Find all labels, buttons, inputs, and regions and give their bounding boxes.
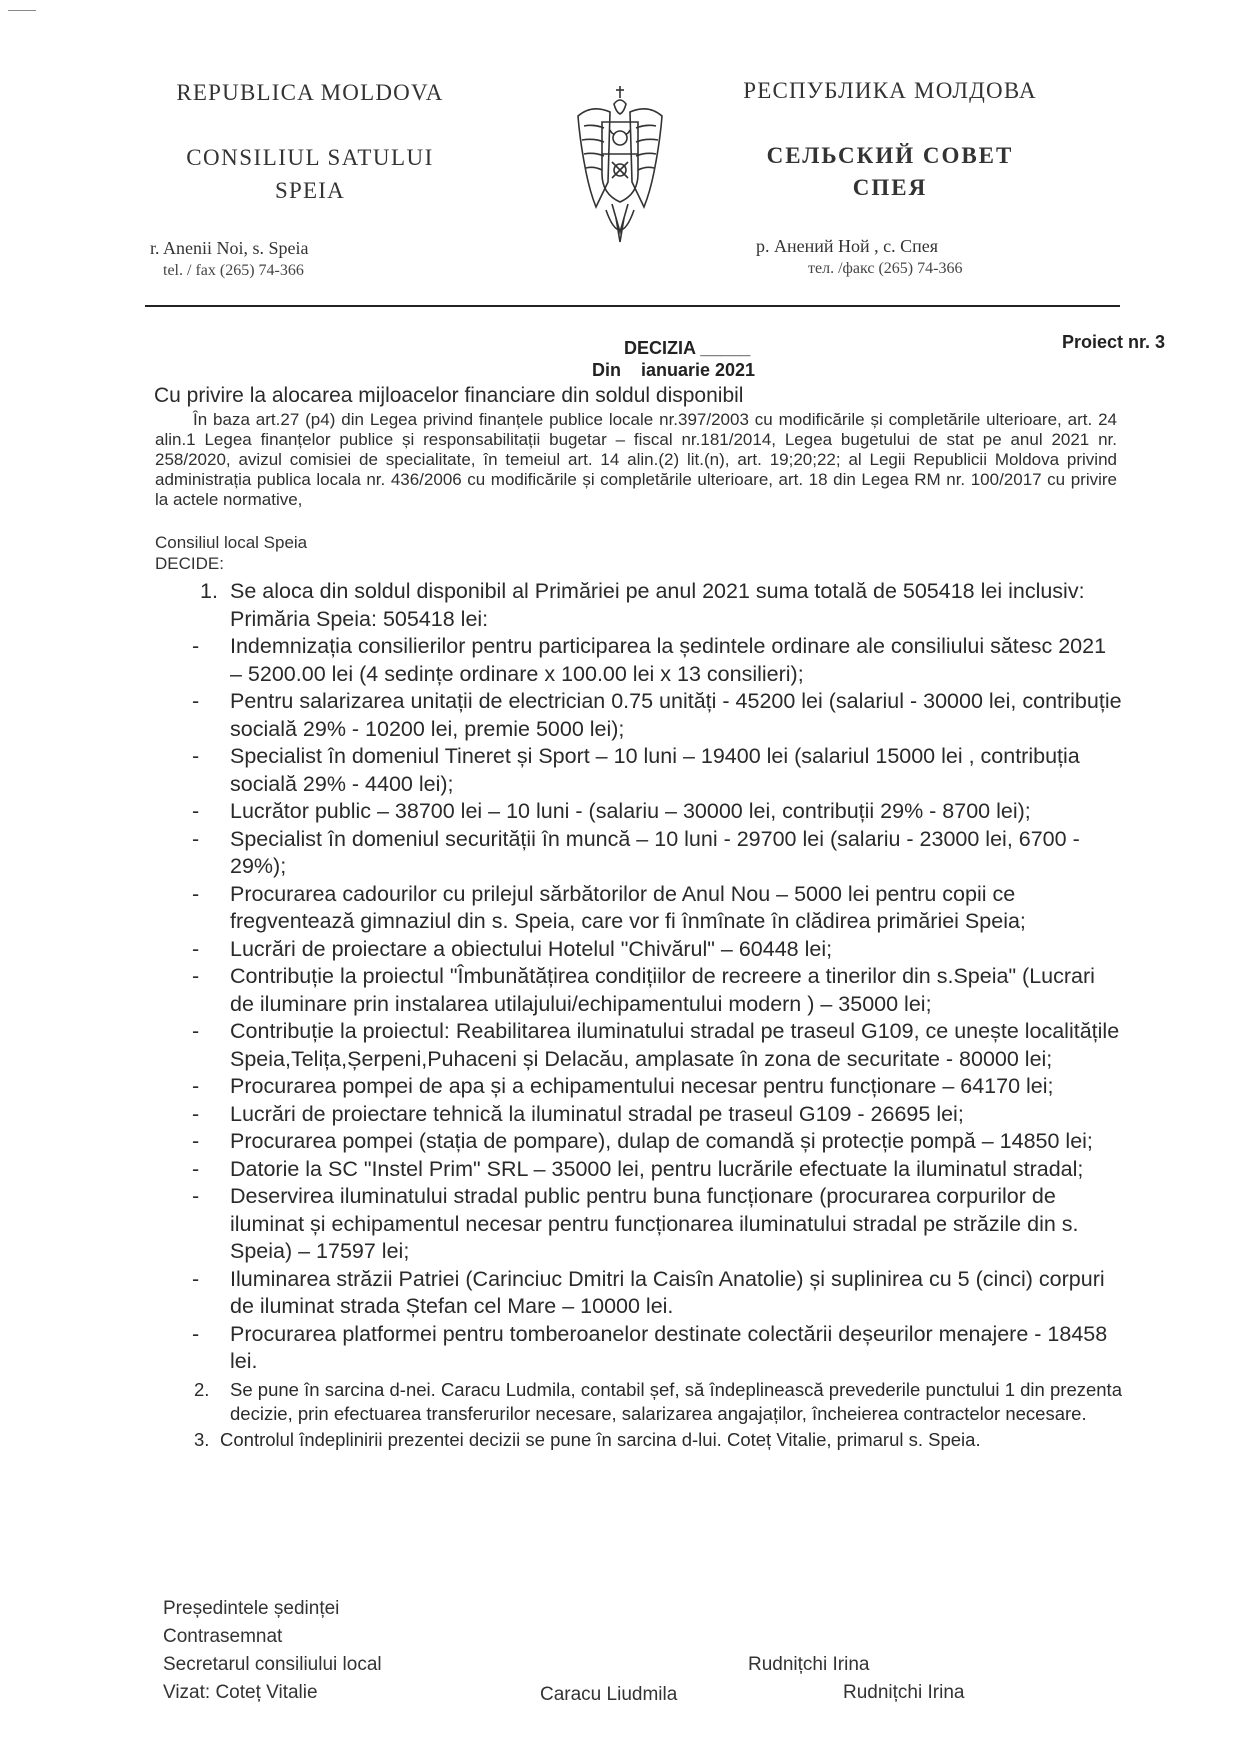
decision-items [150, 578, 1122, 1452]
allocation-bullets [150, 633, 1122, 1376]
sig-accountant: Caracu Liudmila [540, 1684, 678, 1705]
bullet-dash: - [192, 1129, 200, 1153]
header-left-phone: tel. / fax (265) 74-366 [163, 262, 304, 279]
allocation-item-text: Lucrător public – 38700 lei – 10 luni - (salariu – 30000 lei, contribuții 29% - 8700 lei); [230, 799, 1031, 823]
allocation-item [150, 936, 1122, 964]
allocation-item-text: Specialist în domeniul securității în muncă – 10 luni - 29700 lei (salariu - 23000 lei, 6700 - 29%); [230, 826, 1080, 878]
allocation-item [150, 1321, 1122, 1376]
header-right-village: СПЕЯ [852, 175, 928, 200]
bullet-dash: - [192, 1321, 200, 1346]
bullet-dash: - [192, 689, 200, 713]
bullet-dash: - [192, 634, 200, 658]
allocation-item [150, 1073, 1122, 1101]
decides-line: DECIDE: [155, 554, 224, 573]
allocation-item [150, 1156, 1122, 1184]
sig-countersigned: Contrasemnat [163, 1626, 283, 1647]
sig-secretary-name: Rudnițchi Irina [748, 1654, 870, 1675]
allocation-item-text: Procurarea pompei de apa și a echipamentului necesar pentru funcționare – 64170 lei; [230, 1074, 1054, 1098]
allocation-item-text: Deservirea iluminatului stradal public pentru buna funcționare (procurarea corpurilor de iluminat și echipamentul necesar pentru funcționarea iluminatului stradal pe străzile din s. Speia) – 17597 lei; [230, 1184, 1079, 1263]
bullet-dash: - [192, 1101, 200, 1126]
header-left-address: r. Anenii Noi, s. Speia [150, 238, 309, 258]
header-divider [145, 305, 1120, 307]
allocation-item [150, 688, 1122, 743]
header-right-council: СЕЛЬСКИЙ СОВЕТ [766, 143, 1014, 168]
allocation-item-text: Pentru salarizarea unitații de electrician 0.75 unități - 45200 lei (salariul - 30000 lei, contribuție socială 29% - 10200 lei, premie 5000 lei); [230, 689, 1122, 741]
bullet-dash: - [192, 1266, 200, 1291]
header-left-village: SPEIA [275, 178, 345, 203]
bullet-dash: - [192, 1184, 200, 1208]
bullet-dash: - [192, 826, 200, 851]
bullet-dash: - [192, 881, 200, 906]
decision-project: Proiect nr. 3 [1062, 332, 1166, 352]
coat-of-arms-icon [572, 82, 668, 252]
bullet-dash: - [192, 1074, 200, 1098]
sig-secretary-name-2: Rudnițchi Irina [843, 1682, 965, 1703]
item-1-number: 1. [200, 579, 218, 603]
allocation-item-text: Procurarea platformei pentru tomberoanelor destinate colectării deșeurilor menajere - 18458 lei. [230, 1321, 1108, 1373]
bullet-dash: - [192, 964, 200, 988]
allocation-item [150, 826, 1122, 881]
header-right-phone: тел. /факс (265) 74-366 [808, 260, 963, 277]
header-right-country: РЕСПУБЛИКА МОЛДОВА [743, 78, 1037, 103]
allocation-item [150, 798, 1122, 826]
allocation-item-text: Procurarea cadourilor cu prilejul sărbătorilor de Anul Nou – 5000 lei pentru copii ce fregventează gimnaziul din s. Speia, care vor fi înmînate în clădirea primăriei Speia; [230, 881, 1026, 933]
item-2-number: 2. [194, 1378, 210, 1400]
bullet-dash: - [192, 936, 200, 961]
allocation-item [150, 1128, 1122, 1156]
item-2-text: Se pune în sarcina d-nei. Caracu Ludmila, contabil șef, să îndeplinească prevederile punctului 1 din prezenta decizie, prin efectuarea transferurilor necesare, salarizarea angajaților, încheierea contractelor necesare. [230, 1378, 1122, 1424]
bullet-dash: - [192, 1019, 200, 1043]
item-2 [150, 1378, 1122, 1426]
allocation-item-text: Indemnizația consilierilor pentru participarea la ședintele ordinare ale consiliului sătesc 2021 – 5200.00 lei (4 sedințe ordinare x 100.00 lei x 13 consilieri); [230, 634, 1107, 686]
decision-date: Din ianuarie 2021 [592, 360, 756, 380]
decision-subject: Cu privire la alocarea mijloacelor financiare din soldul disponibil [154, 384, 744, 407]
allocation-item [150, 1266, 1122, 1321]
allocation-item [150, 1101, 1122, 1129]
sig-secretary: Secretarul consiliului local [163, 1654, 382, 1675]
bullet-dash: - [192, 744, 200, 768]
bullet-dash: - [192, 799, 200, 823]
allocation-item [150, 1018, 1122, 1073]
sig-endorsed: Vizat: Coteț Vitalie [163, 1682, 318, 1703]
allocation-item [150, 633, 1122, 688]
allocation-item-text: Lucrări de proiectare tehnică la iluminatul stradal pe traseul G109 - 26695 lei; [230, 1101, 964, 1126]
bullet-dash: - [192, 1156, 200, 1181]
allocation-item-text: Contribuție la proiectul "Îmbunătățirea condițiilor de recreere a tinerilor din s.Speia" (Lucrari de iluminare prin instalarea utilajului/echipamentului modern ) – 35000 lei; [230, 964, 1095, 1016]
sig-president: Președintele ședinței [163, 1598, 340, 1619]
header-right-address: р. Анений Ной , с. Спея [756, 236, 939, 256]
item-1 [150, 578, 1122, 633]
decision-title: DECIZIA _____ [624, 338, 751, 358]
allocation-item [150, 963, 1122, 1018]
allocation-item-text: Iluminarea străzii Patriei (Carinciuc Dmitri la Caisîn Anatolie) și suplinirea cu 5 (cinci) corpuri de iluminat strada Ștefan cel Mare – 10000 lei. [230, 1266, 1105, 1318]
allocation-item-text: Lucrări de proiectare a obiectului Hotelul "Chivărul" – 60448 lei; [230, 936, 833, 961]
allocation-item [150, 743, 1122, 798]
item-3 [150, 1428, 1122, 1452]
item-3-number: 3. [194, 1428, 210, 1450]
item-1-text: Se aloca din soldul disponibil al Primăriei pe anul 2021 suma totală de 505418 lei inclusiv: Primăria Speia: 505418 lei: [230, 579, 1085, 631]
decision-preamble: În baza art.27 (p4) din Legea privind finanțele publice locale nr.397/2003 cu modificările și completările ulterioare, art. 24 alin.1 Legea finanțelor publice și responsabilitații bugetar – fiscal nr.181/2014, Legea bugetului de stat pe anul 2021 nr. 258/2020, avizul comisiei de specialitate, în temeiul art. 14 alin.(2) lit.(n), art. 19;20;22; al Legii Republicii Moldova privind administrația publica locala nr. 436/2006 cu modificările și completările ulterioare, art. 18 din Legea RM nr. 100/2017 cu privire la actele normative, [155, 410, 1117, 509]
allocation-item-text: Contribuție la proiectul: Reabilitarea iluminatului stradal pe traseul G109, ce unește localitățile Speia,Telița,Șerpeni,Puhaceni și Delacău, amplasate în zona de securitate - 80000 lei; [230, 1019, 1120, 1071]
council-line: Consiliul local Speia [155, 533, 308, 552]
item-3-text: Controlul îndeplinirii prezentei decizii se pune în sarcina d-lui. Coteț Vitalie, primarul s. Speia. [220, 1428, 981, 1450]
allocation-item-text: Specialist în domeniul Tineret și Sport – 10 luni – 19400 lei (salariul 15000 lei , contribuția socială 29% - 4400 lei); [230, 744, 1080, 796]
allocation-item-text: Procurarea pompei (stația de pompare), dulap de comandă și protecție pompă – 14850 lei; [230, 1129, 1093, 1153]
allocation-item [150, 1183, 1122, 1266]
top-edge-line [8, 10, 36, 11]
allocation-item [150, 881, 1122, 936]
allocation-item-text: Datorie la SC "Instel Prim" SRL – 35000 lei, pentru lucrările efectuate la iluminatul stradal; [230, 1156, 1084, 1181]
header-left-council: CONSILIUL SATULUI [186, 145, 434, 170]
header-left-country: REPUBLICA MOLDOVA [176, 80, 444, 105]
